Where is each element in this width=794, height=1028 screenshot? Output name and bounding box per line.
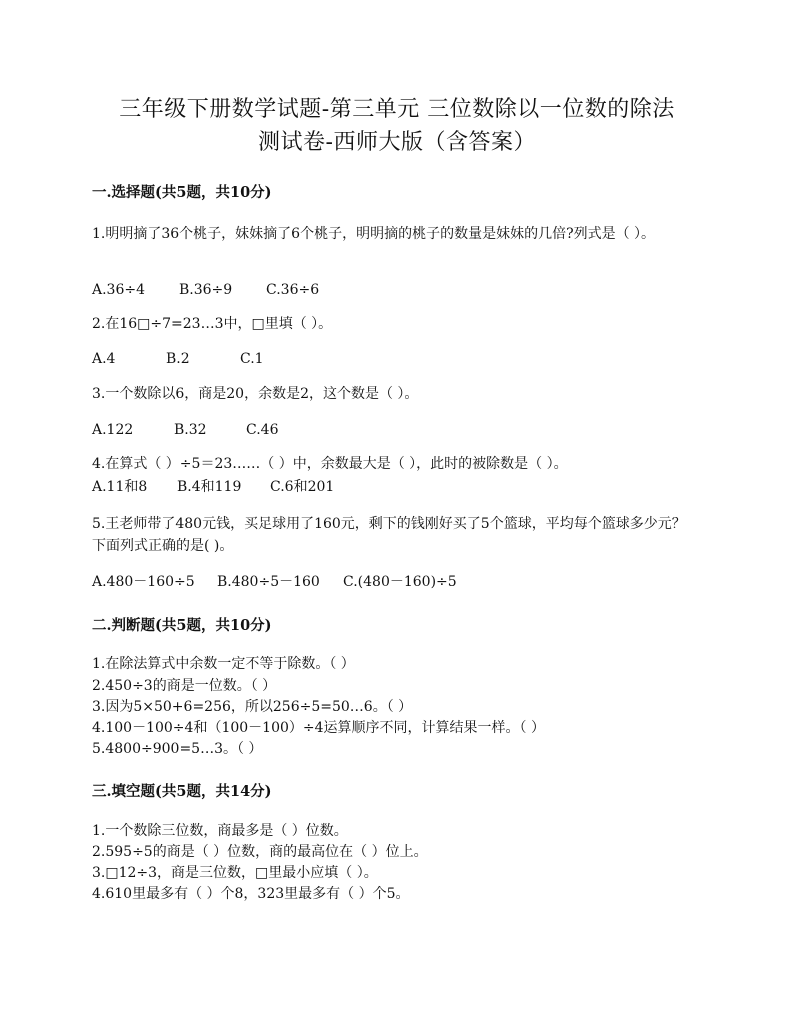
section-heading-fill-blank: 三.填空题(共5题，共14分) xyxy=(92,783,272,800)
option: A.122 xyxy=(92,422,134,438)
option: A.480－160÷5 xyxy=(92,574,195,590)
options-1 xyxy=(92,280,319,300)
fill-item: 2.595÷5的商是（ ）位数，商的最高位在（ ）位上。 xyxy=(92,844,428,860)
judgment-item: 1.在除法算式中余数一定不等于除数。（ ） xyxy=(92,656,355,672)
judgment-item: 3.因为5×50+6=256，所以256÷5=50…6。（ ） xyxy=(92,699,413,715)
fill-item: 3.□12÷3，商是三位数，□里最小应填（ ）。 xyxy=(92,865,378,881)
section-heading-choice: 一.选择题(共5题，共10分) xyxy=(92,184,272,201)
judgment-item: 2.450÷3的商是一位数。（ ） xyxy=(92,678,277,694)
option: B.32 xyxy=(174,422,207,438)
question-5: 5.王老师带了480元钱，买足球用了160元，剩下的钱刚好买了5个篮球，平均每个篮球多少元？下面列式正确的是( )。 xyxy=(92,516,686,554)
option: C.1 xyxy=(240,351,264,367)
judgment-item: 5.4800÷900=5…3。（ ） xyxy=(92,741,263,757)
option: A.4 xyxy=(92,351,116,367)
question-4: 4.在算式（ ）÷5＝23……（ ）中，余数最大是（ ），此时的被除数是（ ）。 xyxy=(92,456,568,472)
option: C.(480－160)÷5 xyxy=(343,574,457,590)
question-3: 3.一个数除以6，商是20，余数是2，这个数是（ ）。 xyxy=(92,386,419,402)
section-heading-judgment: 二.判断题(共5题，共10分) xyxy=(92,617,272,634)
option: C.6和201 xyxy=(270,479,335,495)
option: C.46 xyxy=(246,422,279,438)
option: B.2 xyxy=(166,351,190,367)
options-2 xyxy=(92,349,264,369)
option: B.4和119 xyxy=(177,479,242,495)
document-title-line1: 三年级下册数学试题-第三单元 三位数除以一位数的除法 xyxy=(119,97,675,122)
options-4 xyxy=(92,477,334,497)
judgment-item: 4.100－100÷4和（100－100）÷4运算顺序不同，计算结果一样。（ ） xyxy=(92,720,545,736)
question-1: 1.明明摘了36个桃子，妹妹摘了6个桃子，明明摘的桃子的数量是妹妹的几倍?列式是（ ）。 xyxy=(92,226,656,242)
document-title-line2: 测试卷-西师大版（含答案） xyxy=(258,130,536,155)
option: C.36÷6 xyxy=(266,282,320,298)
question-2: 2.在16□÷7=23…3中，□里填（ ）。 xyxy=(92,316,333,332)
fill-item: 1.一个数除三位数，商最多是（ ）位数。 xyxy=(92,823,348,839)
option: B.36÷9 xyxy=(179,282,233,298)
options-3 xyxy=(92,420,278,440)
option: A.11和8 xyxy=(92,479,148,495)
options-5 xyxy=(92,572,457,592)
option: A.36÷4 xyxy=(92,282,146,298)
option: B.480÷5－160 xyxy=(217,574,320,590)
fill-item: 4.610里最多有（ ）个8，323里最多有（ ）个5。 xyxy=(92,886,410,902)
